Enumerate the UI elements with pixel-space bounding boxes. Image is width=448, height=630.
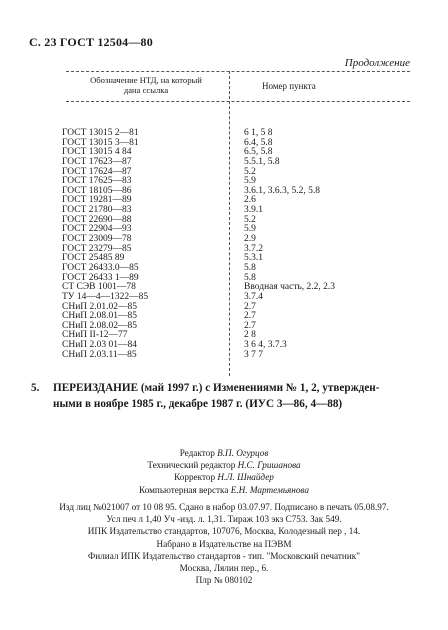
ref-paragraph: 2 8 [244, 330, 256, 341]
imprint-line3: ИПК Издательство стандартов, 107076, Москва, Колодезный пер , 14. [87, 526, 361, 537]
ref-document: ГОСТ 26433.0—85 [62, 262, 139, 273]
ref-paragraph: 3.7.4 [244, 291, 263, 302]
credit-tech-editor [0, 459, 448, 471]
table-header-document-line2: дана ссылка [123, 85, 169, 95]
ref-paragraph: 5.3.1 [244, 253, 263, 264]
ref-document: ГОСТ 26433 1—89 [62, 272, 139, 283]
ref-document: ГОСТ 17623—87 [62, 156, 132, 167]
ref-document: ГОСТ 13015 3—81 [62, 137, 139, 148]
ref-document: СНиП 2.08.01—85 [62, 311, 138, 322]
ref-paragraph: 5.9 [244, 224, 256, 235]
ref-document: ГОСТ 18105—86 [62, 185, 132, 196]
ref-document: ТУ 14—4—1322—85 [62, 291, 149, 302]
table-top-rule [66, 71, 410, 72]
credit-tech-label: Технический редактор [147, 460, 236, 471]
table-header-paragraph: Номер пункта [262, 81, 316, 91]
credit-editor [0, 447, 448, 459]
ref-paragraph: 5.2 [244, 166, 256, 177]
ref-paragraph: 3.9.1 [244, 205, 263, 216]
imprint-line4: Набрано в Издательстве на ПЭВМ [156, 538, 292, 549]
ref-document: СНиП 2.01.02—85 [62, 301, 138, 312]
page-header: С. 23 ГОСТ 12504—80 [29, 35, 153, 49]
ref-paragraph: 6 1, 5 8 [244, 128, 273, 138]
credit-corrector-name: Н.Л. Шнайдер [217, 472, 274, 483]
credit-corrector-label: Корректор [174, 472, 216, 483]
ref-paragraph: 2.9 [244, 234, 256, 245]
credit-layout-label: Компьютерная верстка [139, 484, 229, 495]
credit-layout [0, 484, 448, 496]
credit-layout-name: Е.Н. Мартемьянова [230, 484, 309, 495]
table-header-document [66, 75, 226, 95]
credit-editor-label: Редактор [179, 448, 215, 458]
imprint-line2: Усл печ л 1,40 Уч -изд. л. 1,31. Тираж 103 экз С753. Зак 549. [106, 514, 342, 525]
ref-document: СНиП 2.03.11—85 [62, 349, 137, 360]
continued-label: Продолжение [344, 57, 410, 69]
credit-corrector [0, 471, 448, 483]
ref-paragraph: 3.6.1, 3.6.3, 5.2, 5.8 [244, 185, 320, 196]
ref-document: СНиП 2.03 01—84 [62, 340, 138, 351]
ref-paragraph: 6.4, 5.8 [244, 137, 273, 148]
ref-paragraph: 3 7 7 [244, 349, 263, 360]
ref-document: ГОСТ 23009—78 [62, 234, 132, 245]
imprint-line7: Плр № 080102 [195, 575, 253, 586]
credit-editor-name: В.П. Огурцов [217, 448, 269, 458]
ref-paragraph: 6.5, 5.8 [244, 147, 273, 158]
ref-document: ГОСТ 13015 2—81 [62, 128, 139, 138]
ref-document: ГОСТ 23279—85 [62, 243, 132, 254]
ref-paragraph: 2.7 [244, 301, 256, 312]
ref-document: ГОСТ 13015 4 84 [62, 147, 132, 158]
ref-document: СНиП 2.08.02—85 [62, 320, 138, 331]
ref-paragraph: 5.8 [244, 262, 256, 273]
ref-document: ГОСТ 17624—87 [62, 166, 132, 177]
ref-document: ГОСТ 21780—83 [62, 205, 132, 216]
ref-paragraph: 2.7 [244, 311, 256, 322]
reissue-line2: ными в ноябре 1985 г., декабре 1987 г. (ИУС 3—86, 4—88) [53, 398, 343, 410]
table-header-rule [66, 101, 410, 102]
ref-paragraph: 2.6 [244, 195, 256, 206]
imprint-line5: Филиал ИПК Издательство стандартов - тип. "Московский печатник" [88, 550, 360, 561]
ref-document: ГОСТ 19281—89 [62, 195, 132, 206]
imprint-block [0, 501, 448, 586]
table-header-document-line1: Обозначение НТД, на который [90, 75, 202, 85]
ref-paragraph: 5.8 [244, 272, 256, 283]
ref-paragraph: 3.7.2 [244, 243, 263, 254]
ref-paragraph: 5.2 [244, 214, 256, 225]
table-column-divider [229, 71, 230, 376]
reissue-number: 5. [31, 382, 40, 394]
imprint-line6: Москва, Лялин пер., 6. [179, 563, 269, 574]
ref-paragraph: 5.5.1, 5.8 [244, 156, 280, 167]
ref-document: ГОСТ 22904—93 [62, 224, 132, 235]
ref-paragraph: Вводная часть, 2.2, 2.3 [244, 282, 336, 293]
ref-document: ГОСТ 22690—88 [62, 214, 132, 225]
ref-document: СНиП II-12—77 [62, 330, 128, 341]
credits-block [0, 447, 448, 496]
credit-tech-name: Н.С. Гришанова [237, 460, 301, 471]
ref-document: ГОСТ 17625—83 [62, 176, 132, 187]
ref-paragraph: 2.7 [244, 320, 256, 331]
imprint-line1: Изд лиц №021007 от 10 08 95. Сдано в набор 03.07.97. Подписано в печать 05.08.97. [59, 502, 389, 512]
reissue-line1: ПЕРЕИЗДАНИЕ (май 1997 г.) с Изменениями № 1, 2, утвержден- [53, 382, 380, 394]
ref-paragraph: 3 6 4, 3.7.3 [244, 340, 287, 351]
reissue-note [31, 380, 423, 412]
ref-document: ГОСТ 25485 89 [62, 253, 125, 264]
ref-document: СТ СЭВ 1001—78 [62, 282, 136, 293]
ref-paragraph: 5.9 [244, 176, 256, 187]
